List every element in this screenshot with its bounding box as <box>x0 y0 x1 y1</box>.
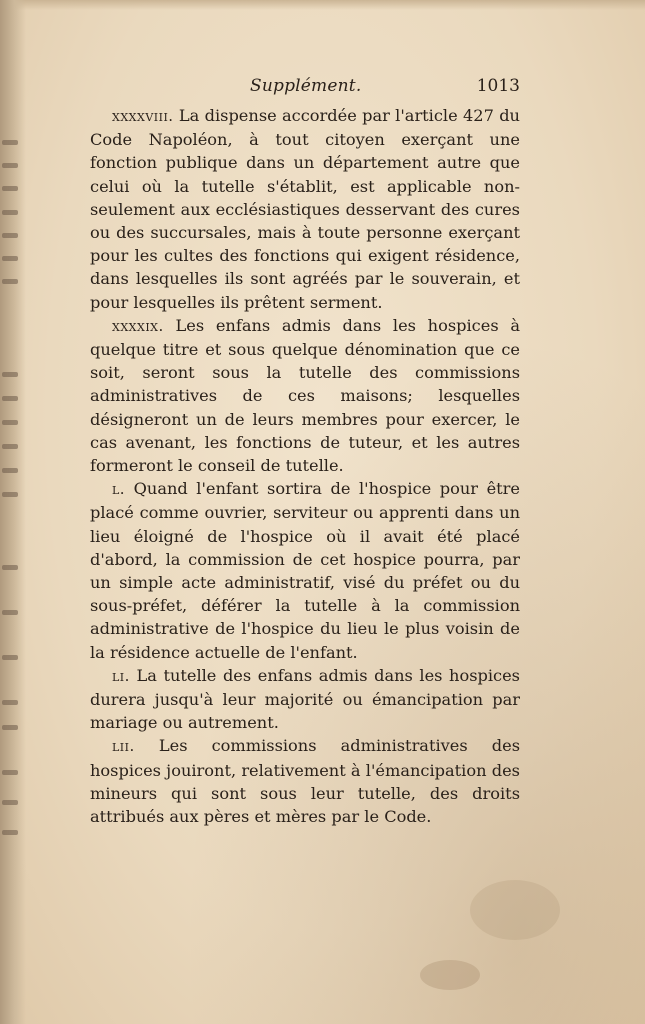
foxing-stain <box>420 960 480 990</box>
running-header <box>90 72 520 102</box>
ink-bleed-mark <box>2 725 18 730</box>
article-body: Les enfans admis dans les hospices à quelque titre et sous quelque dénomination que ce soit, seront sous la tutelle des commissions administratives de ces maisons; lesquelles désigneront un de leurs membres pour exercer, le cas avenant, les fonctions de tuteur, et les autres formeront le conseil de tutelle. <box>90 315 520 476</box>
article-paragraph <box>90 734 520 828</box>
article-number: xxxxviii. <box>112 107 174 125</box>
ink-bleed-mark <box>2 655 18 660</box>
article-body: La tutelle des enfans admis dans les hospices durera jusqu'à leur majorité ou émancipation par mariage ou autrement. <box>90 665 520 733</box>
article-number: li. <box>112 666 130 685</box>
ink-bleed-mark <box>2 140 18 145</box>
ink-bleed-mark <box>2 372 18 377</box>
ink-bleed-mark <box>2 468 18 473</box>
ink-bleed-mark <box>2 492 18 497</box>
ink-bleed-mark <box>2 700 18 705</box>
article-body: La dispense accordée par l'article 427 du Code Napoléon, à tout citoyen exerçant une fonction publique dans un département autre que celui où la tutelle s'établit, est applicable non-seulement aux ecclésiastiques desservant des cures ou des succursales, mais à toute personne exerçant pour les cultes des fonctions qui exigent résidence, dans lesquelles ils sont agréés par le souverain, et pour lesquelles ils prêtent serment. <box>90 106 520 312</box>
ink-bleed-mark <box>2 210 18 215</box>
ink-bleed-mark <box>2 830 18 835</box>
ink-bleed-mark <box>2 770 18 775</box>
spine-shadow <box>0 0 26 1024</box>
article-paragraph <box>90 104 520 314</box>
running-title: Supplément. <box>250 76 362 96</box>
ink-bleed-mark <box>2 420 18 425</box>
ink-bleed-mark <box>2 163 18 168</box>
article-text-block <box>90 104 520 828</box>
page-number: 1013 <box>476 76 520 96</box>
article-paragraph <box>90 664 520 735</box>
page-top-edge <box>0 0 645 10</box>
ink-bleed-mark <box>2 444 18 449</box>
ink-bleed-mark <box>2 233 18 238</box>
article-number: lii. <box>112 737 135 756</box>
article-body: Quand l'enfant sortira de l'hospice pour être placé comme ouvrier, serviteur ou apprenti dans un lieu éloigné de l'hospice où il avait été placé d'abord, la commission de cet hospice pourra, par un simple acte administratif, visé du préfet ou du sous-préfet, déférer la tutelle à la commission administrative de l'hospice du lieu le plus voisin de la résidence actuelle de l'enfant. <box>90 479 520 662</box>
ink-bleed-mark <box>2 800 18 805</box>
foxing-stain <box>470 880 560 940</box>
article-number: xxxxix. <box>112 316 164 335</box>
article-number: l. <box>112 480 126 499</box>
ink-bleed-mark <box>2 610 18 615</box>
article-body: Les commissions administratives des hospices jouiront, relativement à l'émancipation des mineurs qui sont sous leur tutelle, des droits attribués aux pères et mères par le Code. <box>90 736 520 827</box>
ink-bleed-mark <box>2 565 18 570</box>
article-paragraph <box>90 477 520 664</box>
ink-bleed-mark <box>2 279 18 284</box>
ink-bleed-mark <box>2 186 18 191</box>
article-paragraph <box>90 314 520 477</box>
ink-bleed-mark <box>2 396 18 401</box>
ink-bleed-mark <box>2 256 18 261</box>
